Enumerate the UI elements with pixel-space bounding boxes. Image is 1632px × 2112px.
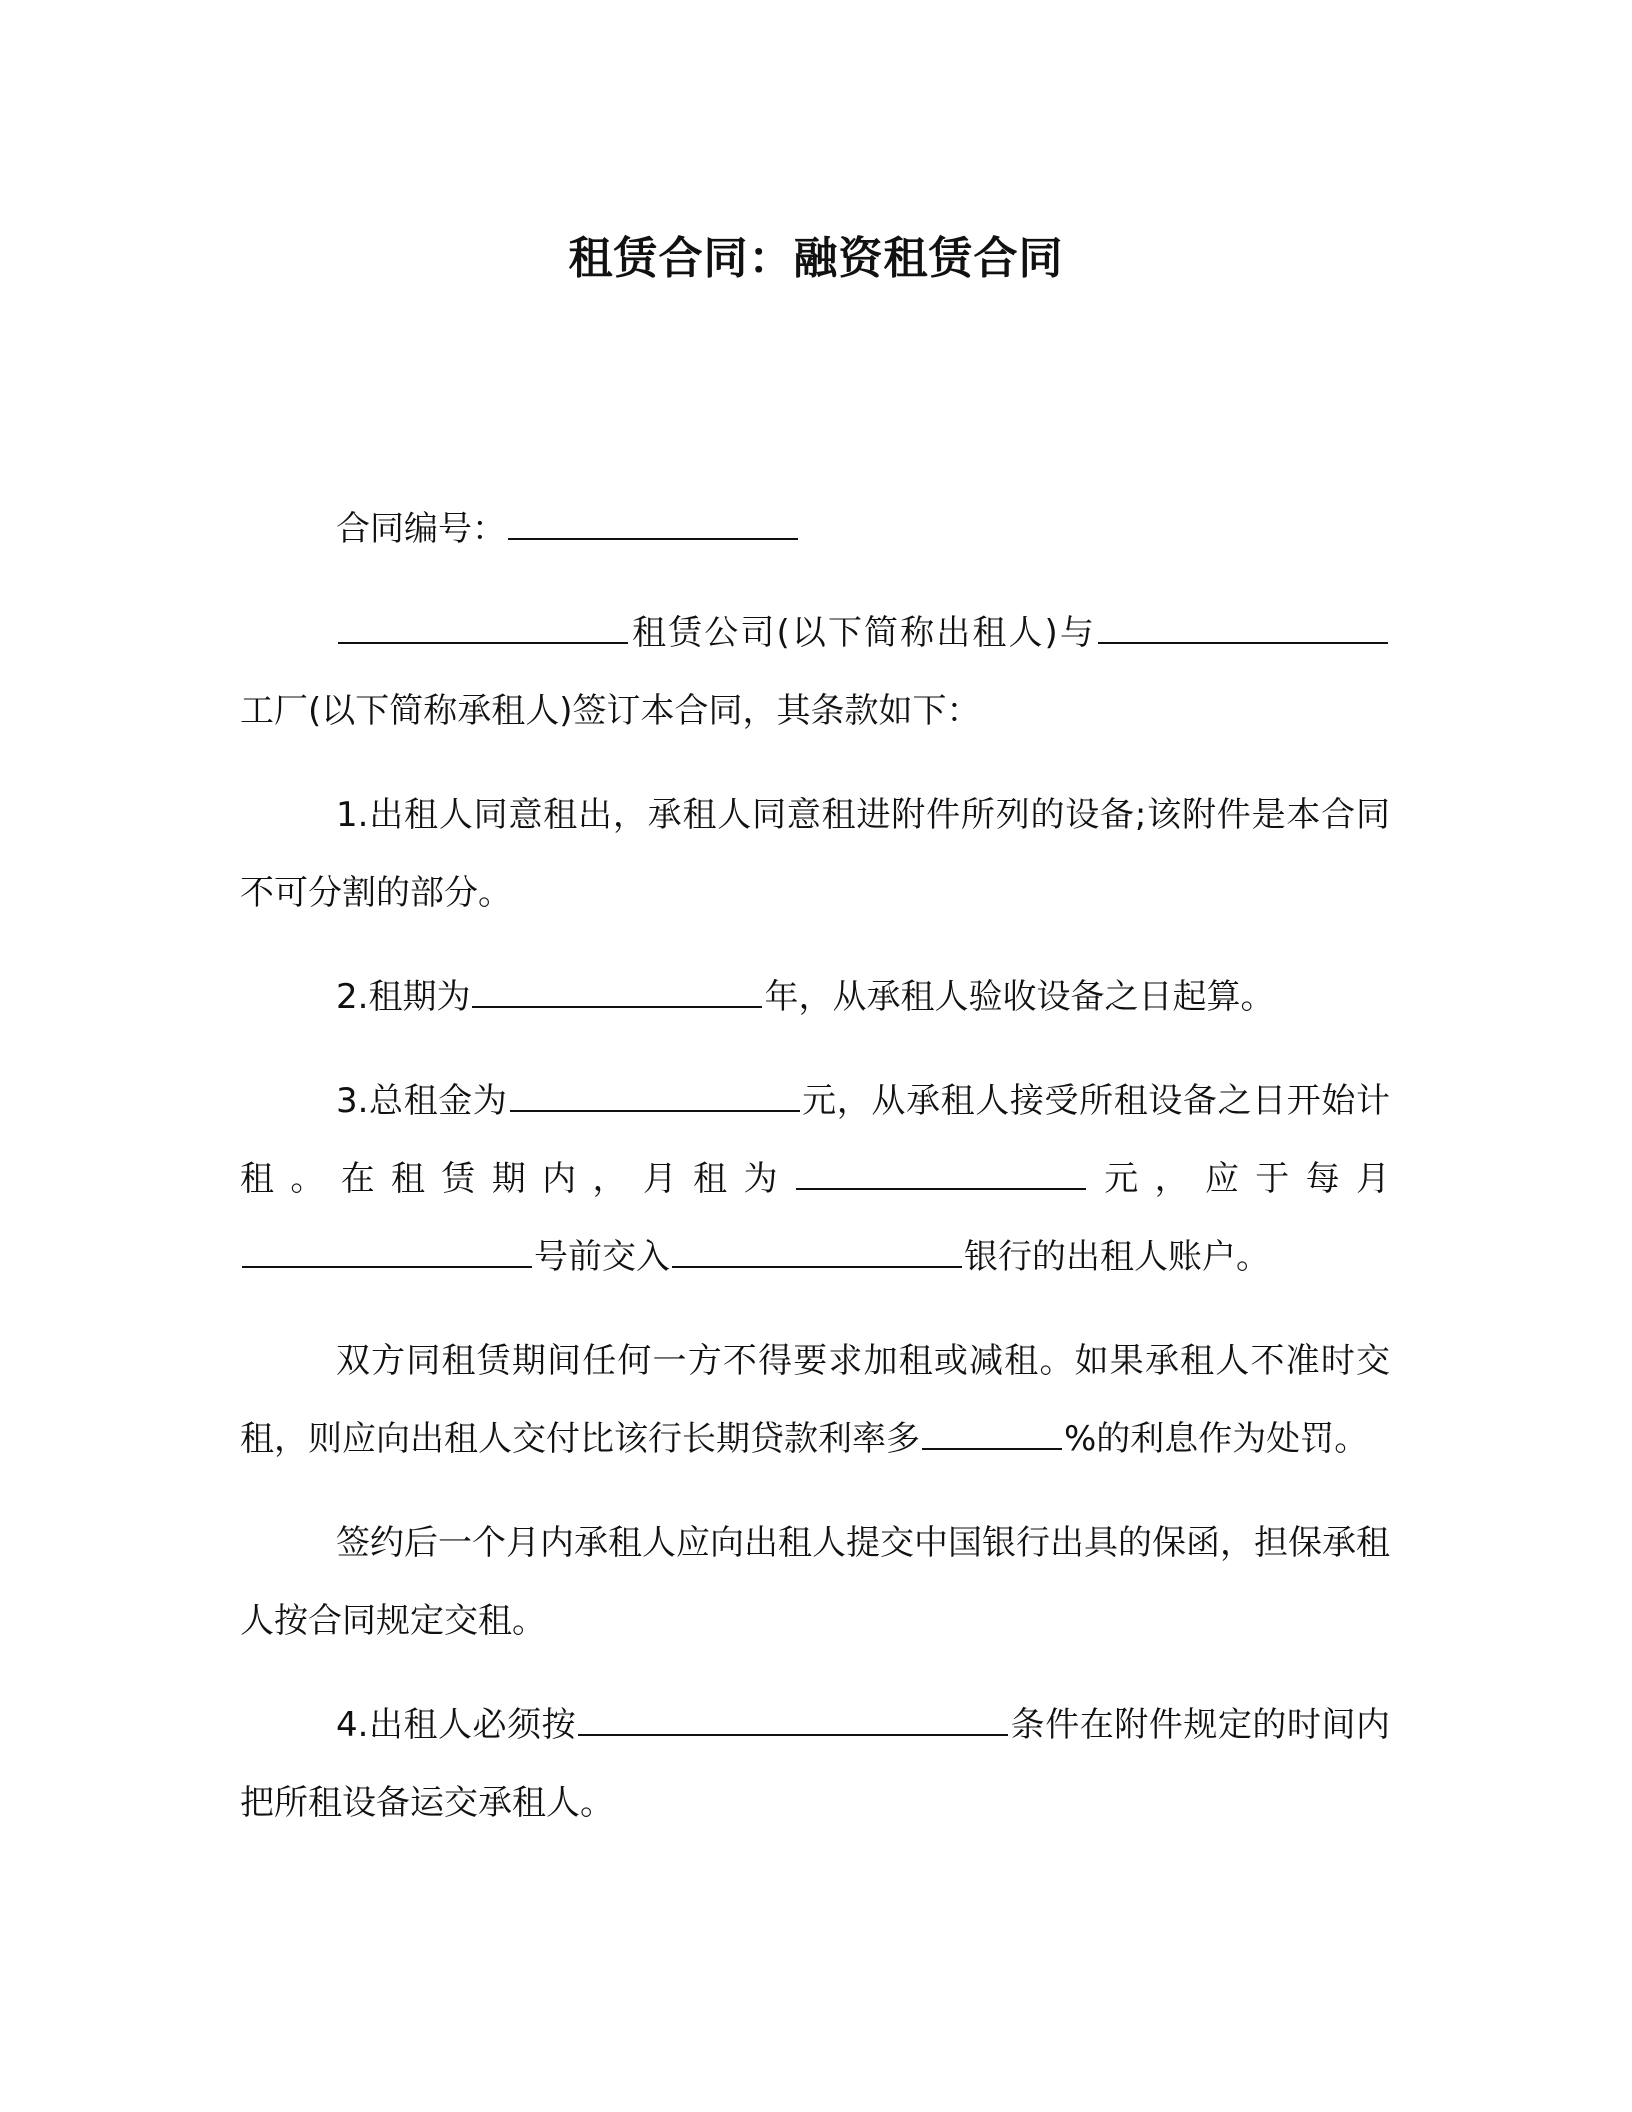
contract-number-line <box>240 490 1390 568</box>
rent-change-text-b: %的利息作为处罚。 <box>1064 1419 1369 1459</box>
delivery-terms-blank[interactable] <box>578 1704 1008 1736</box>
rent-change-text-a: 双方同租赁期间任何一方不得要求加租或减租。如果承租人不准时交租，则应向出租人交付比该行长期贷款利率多 <box>240 1341 1390 1459</box>
lessee-text: 工厂(以下简称承租人)签订本合同，其条款如下： <box>240 691 981 731</box>
clause-4-text-a: 4.出租人必须按 <box>336 1705 577 1745</box>
clause-2 <box>240 958 1390 1036</box>
interest-rate-blank[interactable] <box>922 1418 1062 1450</box>
contract-number-blank[interactable] <box>508 508 798 540</box>
lease-term-blank[interactable] <box>472 976 762 1008</box>
clause-3-text-e: 银行的出租人账户。 <box>964 1237 1270 1277</box>
bank-name-blank[interactable] <box>672 1236 962 1268</box>
parties-paragraph <box>240 594 1390 750</box>
clause-4 <box>240 1686 1390 1842</box>
clause-3 <box>240 1062 1390 1296</box>
lessor-text: 租赁公司(以下简称出租人)与 <box>630 613 1096 653</box>
lessor-name-blank[interactable] <box>338 612 628 644</box>
monthly-rent-blank[interactable] <box>796 1158 1086 1190</box>
clause-1: 1.出租人同意租出，承租人同意租进附件所列的设备;该附件是本合同不可分割的部分。 <box>240 795 1390 913</box>
guarantee-paragraph: 签约后一个月内承租人应向出租人提交中国银行出具的保函，担保承租人按合同规定交租。 <box>240 1523 1390 1641</box>
due-day-blank[interactable] <box>242 1236 532 1268</box>
clause-3-text-c: 元，应于每月 <box>1087 1159 1391 1199</box>
total-rent-blank[interactable] <box>510 1080 800 1112</box>
clause-2-text-b: 年，从承租人验收设备之日起算。 <box>764 977 1275 1017</box>
clause-2-text-a: 2.租期为 <box>336 977 471 1017</box>
clause-4-text-b: 条件在附件规定的时间内把所租设备运交承租人。 <box>240 1705 1390 1823</box>
lessee-name-blank[interactable] <box>1098 612 1388 644</box>
contract-body <box>240 490 1390 1868</box>
clause-3-text-d: 号前交入 <box>534 1237 670 1277</box>
clause-3-text-b: 元，从承租人接受所租设备之日开始计租。在租赁期内，月租为 <box>240 1081 1390 1199</box>
clause-3-text-a: 3.总租金为 <box>336 1081 508 1121</box>
rent-change-paragraph <box>240 1322 1390 1478</box>
document-title: 租赁合同：融资租赁合同 <box>568 233 1064 284</box>
contract-number-label: 合同编号： <box>336 509 506 549</box>
